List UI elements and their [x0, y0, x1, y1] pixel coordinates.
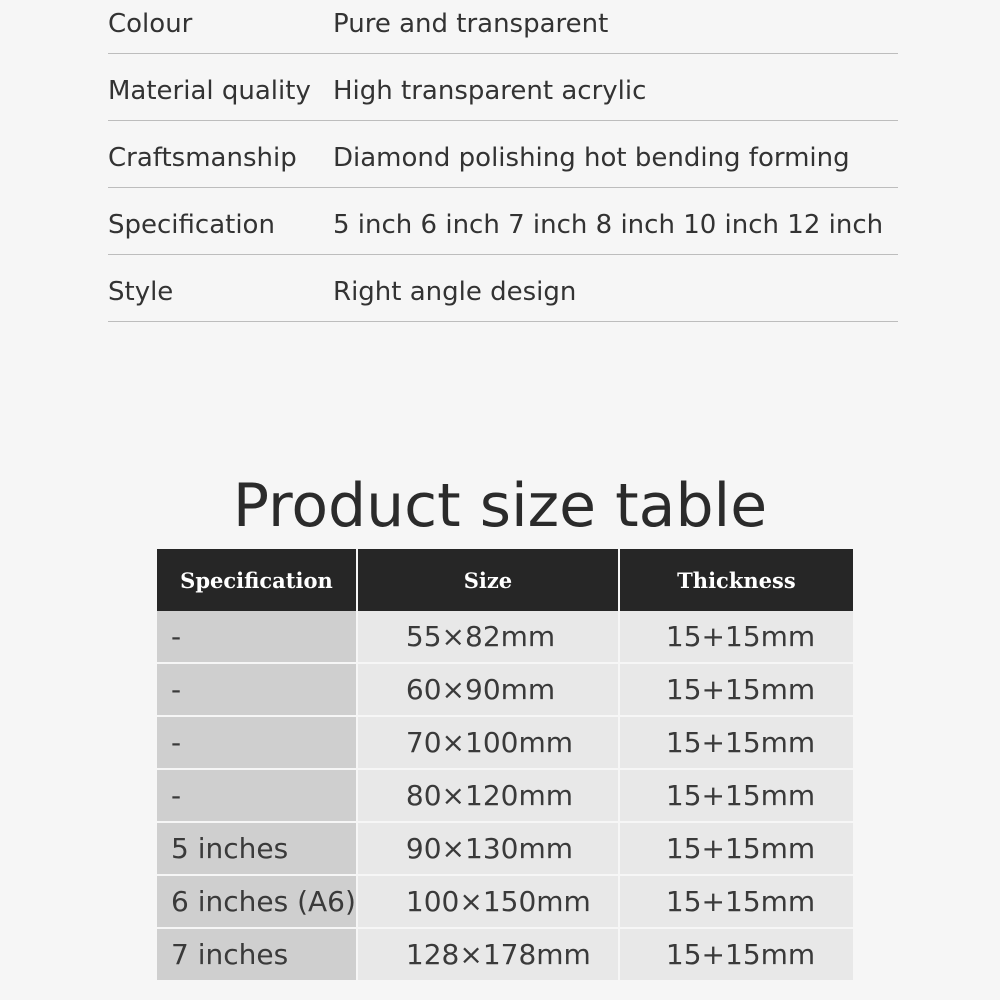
spec-row-specification [108, 188, 898, 255]
spec-value: 5 inch 6 inch 7 inch 8 inch 10 inch 12 inch [333, 210, 884, 240]
spec-row-material [108, 54, 898, 121]
table-row [157, 928, 853, 981]
cell-specification: 5 inches [157, 822, 357, 875]
cell-thickness: 15+15mm [619, 822, 853, 875]
cell-specification: - [157, 611, 357, 663]
spec-value: Diamond polishing hot bending forming [333, 143, 850, 173]
cell-thickness: 15+15mm [619, 928, 853, 981]
cell-size: 55×82mm [357, 611, 619, 663]
spec-value: High transparent acrylic [333, 76, 647, 106]
spec-label: Specification [108, 210, 275, 240]
table-row [157, 769, 853, 822]
cell-size: 128×178mm [357, 928, 619, 981]
size-table [157, 549, 853, 982]
header-thickness: Thickness [619, 549, 853, 611]
cell-thickness: 15+15mm [619, 611, 853, 663]
cell-specification: 7 inches [157, 928, 357, 981]
spec-row-style [108, 255, 898, 322]
cell-thickness: 15+15mm [619, 716, 853, 769]
spec-label: Style [108, 277, 174, 307]
cell-size: 60×90mm [357, 663, 619, 716]
cell-specification: - [157, 663, 357, 716]
table-row [157, 716, 853, 769]
cell-size: 80×120mm [357, 769, 619, 822]
cell-size: 100×150mm [357, 875, 619, 928]
spec-label: Craftsmanship [108, 143, 297, 173]
table-row [157, 822, 853, 875]
spec-value: Pure and transparent [333, 9, 609, 39]
section-title: Product size table [232, 471, 768, 542]
cell-size: 90×130mm [357, 822, 619, 875]
cell-specification: 6 inches (A6) [157, 875, 357, 928]
spec-row-craftsmanship [108, 121, 898, 188]
spec-label: Colour [108, 9, 193, 39]
header-size: Size [357, 549, 619, 611]
spec-label: Material quality [108, 76, 311, 106]
cell-thickness: 15+15mm [619, 663, 853, 716]
header-specification: Specification [157, 549, 357, 611]
spec-value: Right angle design [333, 277, 577, 307]
spec-row-colour [108, 0, 898, 54]
specification-list [108, 0, 898, 322]
cell-size: 70×100mm [357, 716, 619, 769]
cell-specification: - [157, 769, 357, 822]
table-row [157, 611, 853, 663]
table-row [157, 875, 853, 928]
cell-thickness: 15+15mm [619, 875, 853, 928]
table-header-row [157, 549, 853, 611]
table-row [157, 663, 853, 716]
cell-specification: - [157, 716, 357, 769]
cell-thickness: 15+15mm [619, 769, 853, 822]
